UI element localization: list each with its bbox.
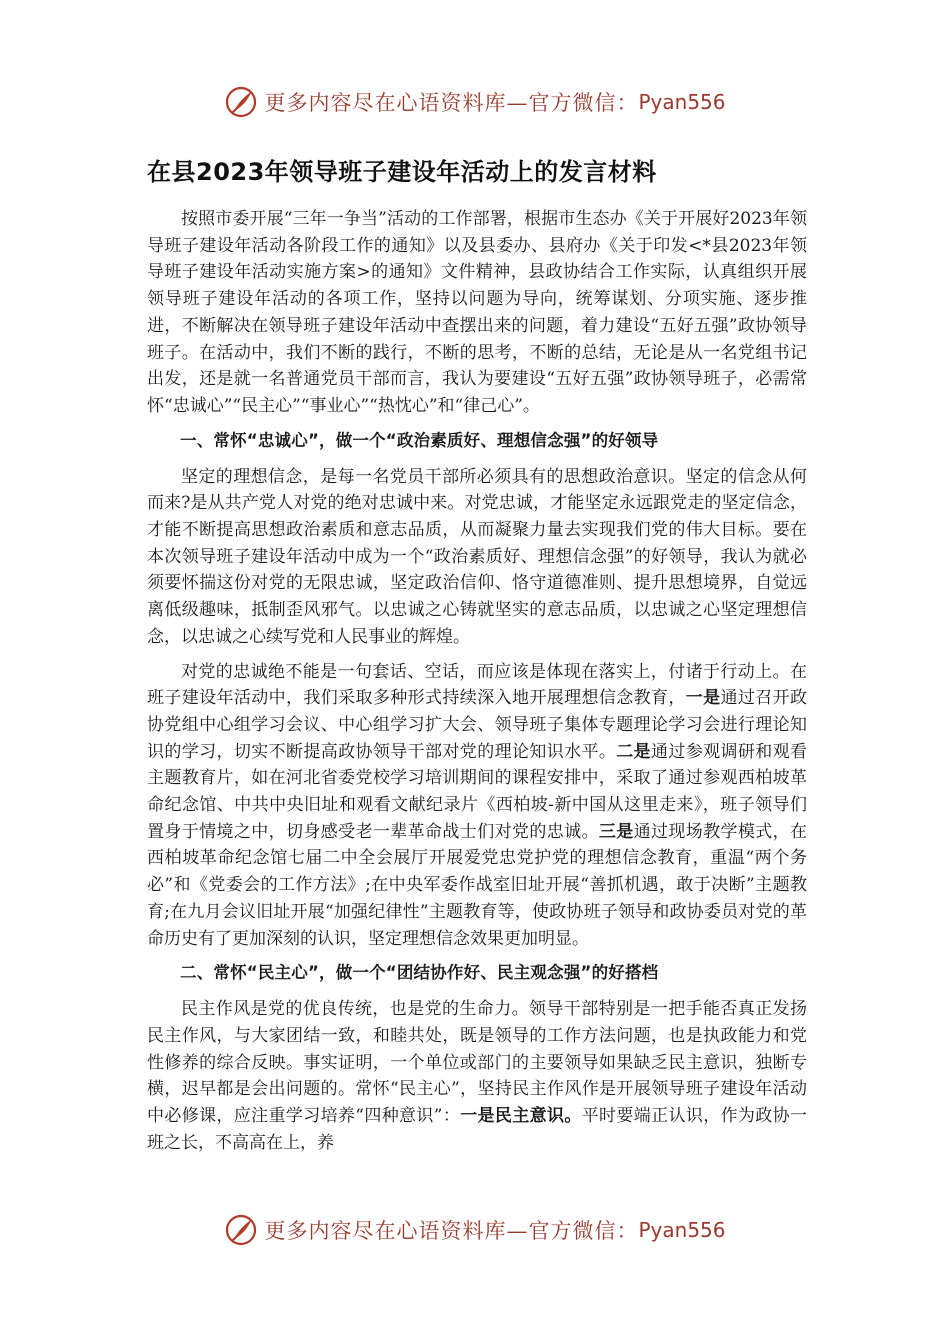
quill-logo-icon xyxy=(224,85,258,119)
section-1-paragraph-1: 坚定的理想信念，是每一名党员干部所必须具有的思想政治意识。坚定的信念从何而来?是从共产党人对党的绝对忠诚中来。对党忠诚，才能坚定永远跟党走的坚定信念，才能不断提高思想政治素质和意志品质，从而凝聚力量去实现我们党的伟大目标。要在本次领导班子建设年活动中成为一个“政治素质好、理想信念强”的好领导，我认为就必须要怀揣这份对党的无限忠诚，坚定政治信仰、恪守道德准则、提升思想境界，自觉远离低级趣味，抵制歪风邪气。以忠诚之心铸就坚实的意志品质，以忠诚之心坚定理想信念，以忠诚之心续写党和人民事业的辉煌。 xyxy=(147,466,807,647)
banner-wechat-id: Pyan556 xyxy=(638,90,726,114)
quill-logo-icon xyxy=(224,1213,258,1247)
text-run: 平时要端正认识，作为政协一班之长，不高高在上，养 xyxy=(147,1106,808,1153)
text-run: 民主作风是党的优良传统，也是党的生命力。领导干部特别是一把手能否真正发扬民主作风，与大家团结一致，和睦共处，既是领导的工作方法问题，也是执政能力和党性修养的综合反映。事实证明，一个单位或部门的主要领导如果缺乏民主意识，独断专横，迟早都是会出问题的。常怀“民主心”，坚持民主作风作是开展领导班子建设年活动中必修课，应注重学习培养“四种意识”： xyxy=(147,999,807,1127)
header-banner xyxy=(0,82,950,122)
section-2-heading: 二、常怀“民主心”，做一个“团结协作好、民主观念强”的好搭档 xyxy=(180,963,659,983)
bold-marker: 二是 xyxy=(616,741,651,762)
section-1-heading: 一、常怀“忠诚心”，做一个“政治素质好、理想信念强”的好领导 xyxy=(180,430,659,450)
text-run: 通过现场教学模式，在西柏坡革命纪念馆七届二中全会展厅开展爱党忠党护党的理想信念教育，重温“两个务必”和《党委会的工作方法》;在中央军委作战室旧址开展“善抓机遇，敢于决断”主题教育;在九月会议旧址开展“加强纪律性”主题教育等，使政协班子领导和政协委员对党的革命历史有了更加深刻的认识，坚定理想信念效果更加明显。 xyxy=(147,821,808,949)
banner-text: 更多内容尽在心语资料库—官方微信： xyxy=(264,91,639,115)
document-body xyxy=(147,206,807,1165)
document-title: 在县2023年领导班子建设年活动上的发言材料 xyxy=(147,158,657,186)
footer-banner xyxy=(0,1210,950,1250)
banner-wechat-id: Pyan556 xyxy=(638,1218,726,1242)
bold-marker: 三是 xyxy=(598,821,634,842)
intro-paragraph: 按照市委开展“三年一争当”活动的工作部署，根据市生态办《关于开展好2023年领导班子建设年活动各阶段工作的通知》以及县委办、县府办《关于印发<*县2023年领导班子建设年活动实施方案>的通知》文件精神，县政协结合工作实际，认真组织开展领导班子建设年活动的各项工作，坚持以问题为导向，统筹谋划、分项实施、逐步推进，不断解决在领导班子建设年活动中查摆出来的问题，着力建设“五好五强”政协领导班子。在活动中，我们不断的践行，不断的思考，不断的总结，无论是从一名党组书记出发，还是就一名普通党员干部而言，我认为要建设“五好五强”政协领导班子，必需常怀“忠诚心”“民主心”“事业心”“热忱心”和“律己心”。 xyxy=(147,209,807,416)
bold-marker: 一是 xyxy=(685,688,721,709)
bold-marker: 一是民主意识。 xyxy=(460,1106,582,1127)
section-2-paragraph-1 xyxy=(147,996,807,1156)
text-run: 通过参观调研和观看主题教育片，如在河北省委党校学习培训期间的课程安排中，采取了通过参观西柏坡革命纪念馆、中共中央旧址和观看文献纪录片《西柏坡-新中国从这里走来》，班子领导们置身于情境之中，切身感受老一辈革命战士们对党的忠诚。 xyxy=(147,741,808,842)
text-run: 对党的忠诚绝不能是一句套话、空话，而应该是体现在落实上，付诸于行动上。在班子建设年活动中，我们采取多种形式持续深入地开展理想信念教育， xyxy=(147,661,807,709)
section-1-paragraph-2 xyxy=(147,659,807,953)
banner-text: 更多内容尽在心语资料库—官方微信： xyxy=(264,1219,639,1243)
text-run: 通过召开政协党组中心组学习会议、中心组学习扩大会、领导班子集体专题理论学习会进行理论知识的学习，切实不断提高政协领导干部对党的理论知识水平。 xyxy=(147,688,808,762)
